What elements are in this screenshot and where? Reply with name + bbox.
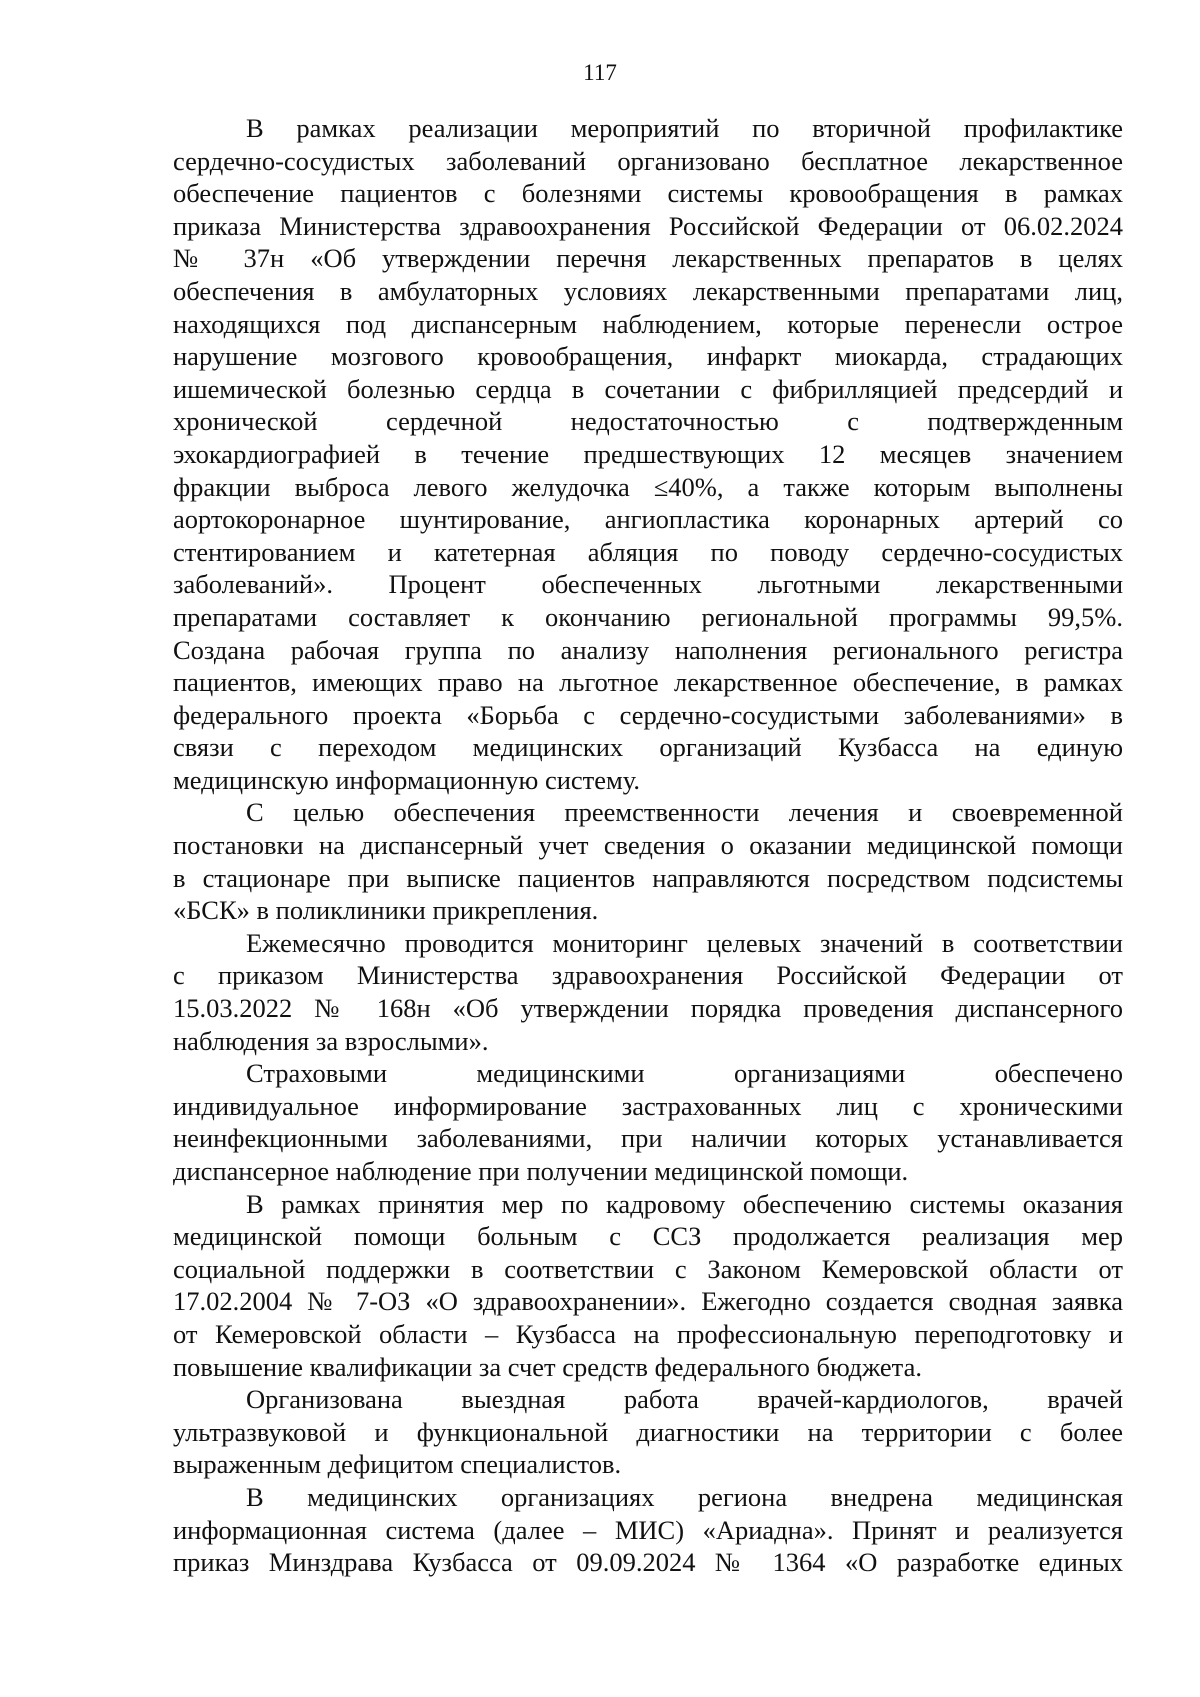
text-line: неинфекционными заболеваниями, при наличии которых устанавливается bbox=[173, 1123, 1123, 1154]
text-line: пациентов, имеющих право на льготное лекарственное обеспечение, в рамках bbox=[173, 667, 1123, 698]
text-line: федерального проекта «Борьба с сердечно-сосудистыми заболеваниями» в bbox=[173, 699, 1123, 730]
text-line: Ежемесячно проводится мониторинг целевых значений в соответствии bbox=[246, 927, 1123, 958]
text-line: В рамках принятия мер по кадровому обеспечению системы оказания bbox=[246, 1188, 1123, 1219]
text-line: заболеваний». Процент обеспеченных льготными лекарственными bbox=[173, 569, 1123, 600]
text-line: медицинской помощи больным с ССЗ продолжается реализация мер bbox=[173, 1221, 1123, 1252]
paragraph bbox=[173, 1188, 1123, 1384]
text-line: информационная система (далее – МИС) «Ариадна». Принят и реализуется bbox=[173, 1514, 1123, 1545]
text-line: эхокардиографией в течение предшествующих 12 месяцев значением bbox=[173, 438, 1123, 469]
text-line: Организована выездная работа врачей-кардиологов, врачей bbox=[246, 1384, 1123, 1415]
text-line: социальной поддержки в соответствии с Законом Кемеровской области от bbox=[173, 1253, 1123, 1284]
text-line: ишемической болезнью сердца в сочетании с фибрилляцией предсердий и bbox=[173, 373, 1123, 404]
text-line: от Кемеровской области – Кузбасса на профессиональную переподготовку и bbox=[173, 1318, 1123, 1349]
paragraph bbox=[173, 796, 1123, 926]
text-line: аортокоронарное шунтирование, ангиопластика коронарных артерий со bbox=[173, 504, 1123, 535]
text-line: В медицинских организациях региона внедрена медицинская bbox=[246, 1481, 1123, 1512]
text-line: выраженным дефицитом специалистов. bbox=[173, 1449, 622, 1480]
page-number: 117 bbox=[583, 60, 617, 85]
text-line: постановки на диспансерный учет сведения о оказании медицинской помощи bbox=[173, 830, 1123, 861]
text-line: обеспечения в амбулаторных условиях лекарственными препаратами лиц, bbox=[173, 275, 1123, 306]
text-line: индивидуальное информирование застрахованных лиц с хроническими bbox=[173, 1090, 1123, 1121]
text-line: стентированием и катетерная абляция по поводу сердечно-сосудистых bbox=[173, 536, 1123, 567]
paragraph bbox=[173, 1383, 1123, 1481]
text-line: С целью обеспечения преемственности лечения и своевременной bbox=[246, 797, 1123, 828]
text-line: обеспечение пациентов с болезнями системы кровообращения в рамках bbox=[173, 178, 1123, 209]
text-line: медицинскую информационную систему. bbox=[173, 764, 640, 795]
paragraph bbox=[173, 1057, 1123, 1187]
text-line: нарушение мозгового кровообращения, инфаркт миокарда, страдающих bbox=[173, 341, 1123, 372]
text-line: хронической сердечной недостаточностью с подтвержденным bbox=[173, 406, 1123, 437]
text-line: диспансерное наблюдение при получении медицинской помощи. bbox=[173, 1156, 909, 1186]
text-line: в стационаре при выписке пациентов направляются посредством подсистемы bbox=[173, 862, 1123, 893]
text-line: сердечно-сосудистых заболеваний организовано бесплатное лекарственное bbox=[173, 145, 1123, 176]
text-line: наблюдения за взрослыми». bbox=[173, 1025, 489, 1056]
document-body bbox=[173, 112, 1123, 1579]
text-line: связи с переходом медицинских организаций Кузбасса на единую bbox=[173, 732, 1123, 763]
paragraph bbox=[173, 927, 1123, 1057]
text-line: приказа Министерства здравоохранения Российской Федерации от 06.02.2024 bbox=[173, 210, 1123, 241]
text-line: ультразвуковой и функциональной диагностики на территории с более bbox=[173, 1416, 1123, 1447]
text-line: 15.03.2022 № 168н «Об утверждении порядка проведения диспансерного bbox=[173, 993, 1123, 1024]
text-line: находящихся под диспансерным наблюдением, которые перенесли острое bbox=[173, 308, 1123, 339]
text-line: приказ Минздрава Кузбасса от 09.09.2024 № 1364 «О разработке единых bbox=[173, 1547, 1123, 1578]
text-line: Страховыми медицинскими организациями обеспечено bbox=[246, 1058, 1123, 1089]
paragraph bbox=[173, 112, 1123, 796]
text-line: фракции выброса левого желудочка ≤40%, а также которым выполнены bbox=[173, 471, 1123, 502]
text-line: препаратами составляет к окончанию региональной программы 99,5%. bbox=[173, 601, 1123, 632]
text-line: В рамках реализации мероприятий по вторичной профилактике bbox=[246, 113, 1123, 143]
text-line: 17.02.2004 № 7-ОЗ «О здравоохранении». Ежегодно создается сводная заявка bbox=[173, 1286, 1123, 1317]
text-line: повышение квалификации за счет средств федерального бюджета. bbox=[173, 1351, 922, 1382]
text-line: № 37н «Об утверждении перечня лекарственных препаратов в целях bbox=[173, 243, 1123, 274]
text-line: с приказом Министерства здравоохранения Российской Федерации от bbox=[173, 960, 1123, 991]
text-line: Создана рабочая группа по анализу наполнения регионального регистра bbox=[173, 634, 1123, 665]
paragraph bbox=[173, 1481, 1123, 1579]
text-line: «БСК» в поликлиники прикрепления. bbox=[173, 895, 599, 926]
